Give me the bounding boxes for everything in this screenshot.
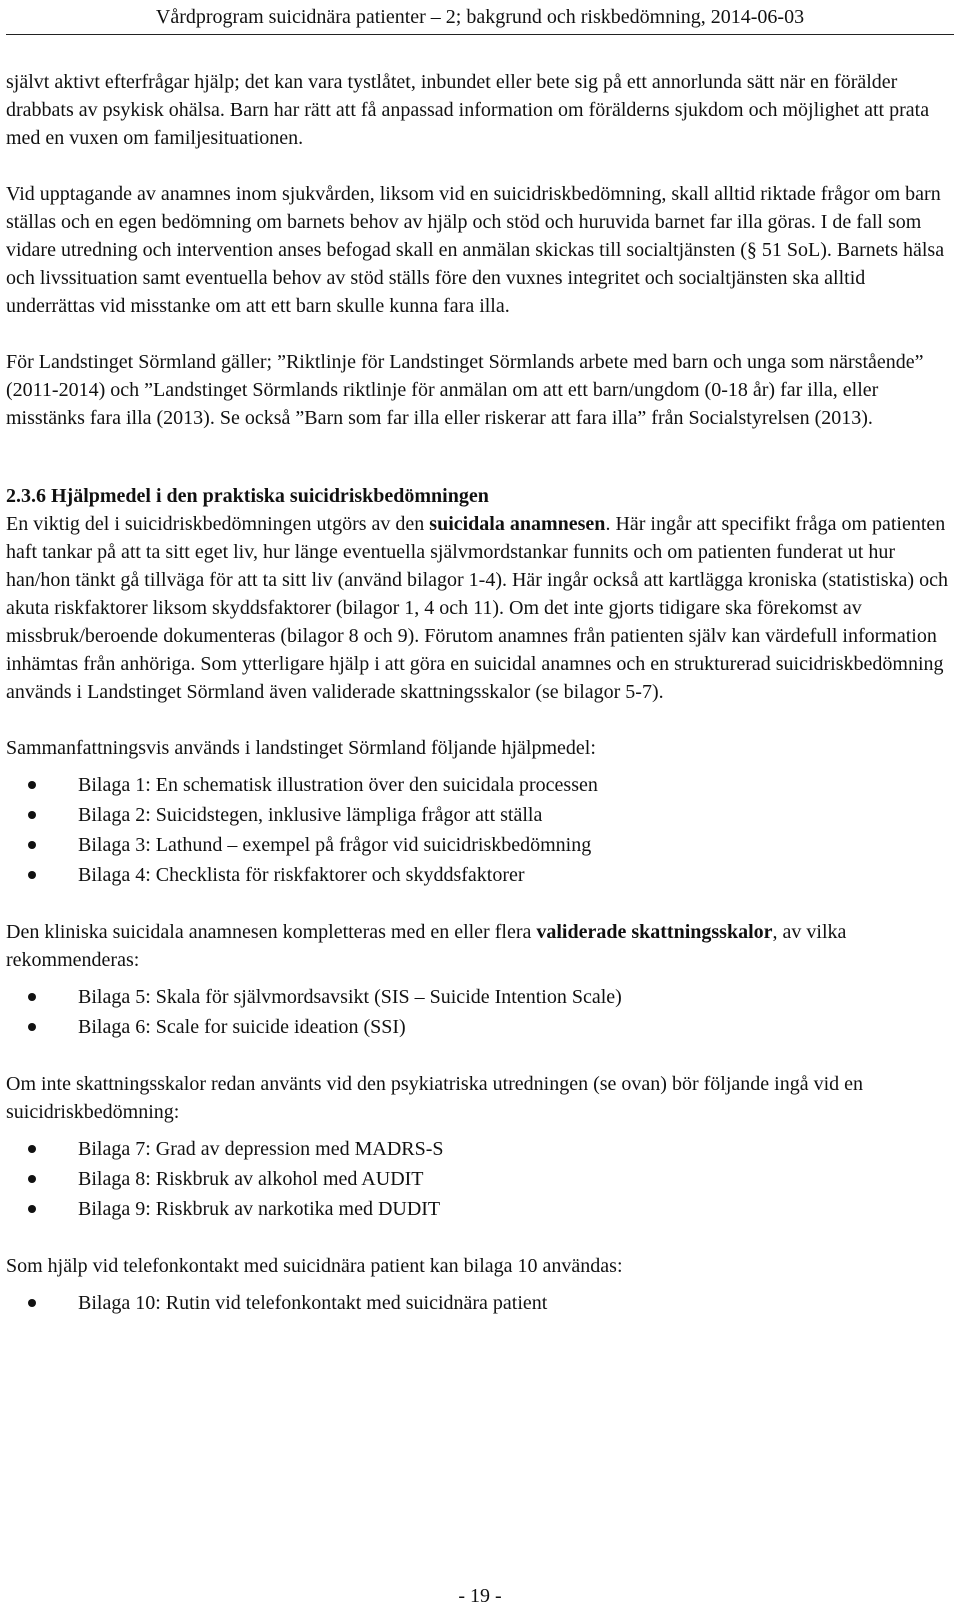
- paragraph-4-text: En viktig del i suicidriskbedömningen utgörs av den: [6, 513, 430, 535]
- list-item: Bilaga 2: Suicidstegen, inklusive lämpliga frågor att ställa: [6, 800, 954, 830]
- page-number: - 19 -: [458, 1585, 502, 1607]
- bullet-icon: [28, 993, 36, 1001]
- bullet-list-3: [6, 1134, 954, 1224]
- paragraph-6-text-rest: , av vilka rekommenderas:: [6, 921, 847, 971]
- section-heading: 2.3.6 Hjälpmedel i den praktiska suicidriskbedömningen: [6, 485, 489, 507]
- bullet-list-4: [6, 1288, 954, 1318]
- paragraph-6-emphasis: validerade skattningsskalor: [536, 921, 773, 943]
- paragraph-1: självt aktivt efterfrågar hjälp; det kan vara tystlåtet, inbundet eller bete sig på ett annorlunda sätt när en förälder drabbats av psykisk ohälsa. Barn har rätt att få anpassad information om förälderns sjukdom och möjlighet att prata med en vuxen om familjesituationen.: [6, 71, 930, 149]
- list-item: Bilaga 5: Skala för självmordsavsikt (SIS – Suicide Intention Scale): [6, 982, 954, 1012]
- paragraph-4-emphasis: suicidala anamnesen: [429, 513, 606, 535]
- page-header: Vårdprogram suicidnära patienter – 2; bakgrund och riskbedömning, 2014-06-03: [155, 6, 805, 28]
- bullet-icon: [28, 1205, 36, 1213]
- bullet-icon: [28, 1299, 36, 1307]
- paragraph-8: Som hjälp vid telefonkontakt med suicidnära patient kan bilaga 10 användas:: [6, 1255, 623, 1277]
- bullet-icon: [28, 841, 36, 849]
- paragraph-4-text-rest: . Här ingår att specifikt fråga om patienten haft tankar på att ta sitt eget liv, hur länge eventuella självmordstankar funnits och om patienten funderat ut hur han/hon tänkt gå tillväga för att ta sitt liv (använd bilagor 1-4). Här ingår också att kartlägga kroniska (statistiska) och akuta riskfaktorer liksom skyddsfaktorer (bilagor 1, 4 och 11). Om det inte gjorts tidigare ska förekomst av missbruk/beroende dokumenteras (bilagor 8 och 9). Förutom anamnes från patienten själv kan värdefull information inhämtas från anhöriga. Som ytterligare hjälp i att göra en suicidal anamnes och en strukturerad suicidriskbedömning används i Landstinget Sörmland även validerade skattningsskalor (se bilagor 5-7).: [6, 513, 948, 703]
- bullet-icon: [28, 781, 36, 789]
- list-item: Bilaga 9: Riskbruk av narkotika med DUDIT: [6, 1194, 954, 1224]
- bullet-icon: [28, 871, 36, 879]
- bullet-icon: [28, 811, 36, 819]
- list-item: Bilaga 8: Riskbruk av alkohol med AUDIT: [6, 1164, 954, 1194]
- paragraph-7: Om inte skattningsskalor redan använts vid den psykiatriska utredningen (se ovan) bör följande ingå vid en suicidriskbedömning:: [6, 1073, 864, 1123]
- list-item: Bilaga 7: Grad av depression med MADRS-S: [6, 1134, 954, 1164]
- bullet-list-2: [6, 982, 954, 1042]
- paragraph-4: [6, 510, 954, 706]
- paragraph-6: [6, 918, 954, 974]
- bullet-icon: [28, 1145, 36, 1153]
- list-item: Bilaga 4: Checklista för riskfaktorer och skyddsfaktorer: [6, 860, 954, 890]
- paragraph-6-text: Den kliniska suicidala anamnesen kompletteras med en eller flera: [6, 921, 537, 943]
- header-divider: [6, 34, 954, 35]
- list-item: Bilaga 1: En schematisk illustration över den suicidala processen: [6, 770, 954, 800]
- list-item: Bilaga 3: Lathund – exempel på frågor vid suicidriskbedömning: [6, 830, 954, 860]
- bullet-list-1: [6, 770, 954, 890]
- paragraph-3: För Landstinget Sörmland gäller; ”Riktlinje för Landstinget Sörmlands arbete med barn och unga som närstående” (2011-2014) och ”Landstinget Sörmlands riktlinje för anmälan om att ett barn/ungdom (0-18 år) far illa, eller misstänks fara illa (2013). Se också ”Barn som far illa eller riskerar att fara illa” från Socialstyrelsen (2013).: [6, 351, 924, 429]
- bullet-icon: [28, 1175, 36, 1183]
- bullet-icon: [28, 1023, 36, 1031]
- paragraph-5: Sammanfattningsvis används i landstinget Sörmland följande hjälpmedel:: [6, 737, 596, 759]
- list-item: Bilaga 10: Rutin vid telefonkontakt med suicidnära patient: [6, 1288, 954, 1318]
- list-item: Bilaga 6: Scale for suicide ideation (SSI): [6, 1012, 954, 1042]
- document-body: [6, 68, 954, 1318]
- paragraph-2: Vid upptagande av anamnes inom sjukvården, liksom vid en suicidriskbedömning, skall alltid riktade frågor om barn ställas och en egen bedömning om barnets behov av hjälp och stöd och huruvida barnet far illa göras. I de fall som vidare utredning och intervention anses befogad skall en anmälan skickas till socialtjänsten (§ 51 SoL). Barnets hälsa och livssituation samt eventuella behov av stöd ställs före den vuxnes integritet och socialtjänsten ska alltid underrättas vid misstanke om att ett barn skulle kunna fara illa.: [6, 183, 945, 317]
